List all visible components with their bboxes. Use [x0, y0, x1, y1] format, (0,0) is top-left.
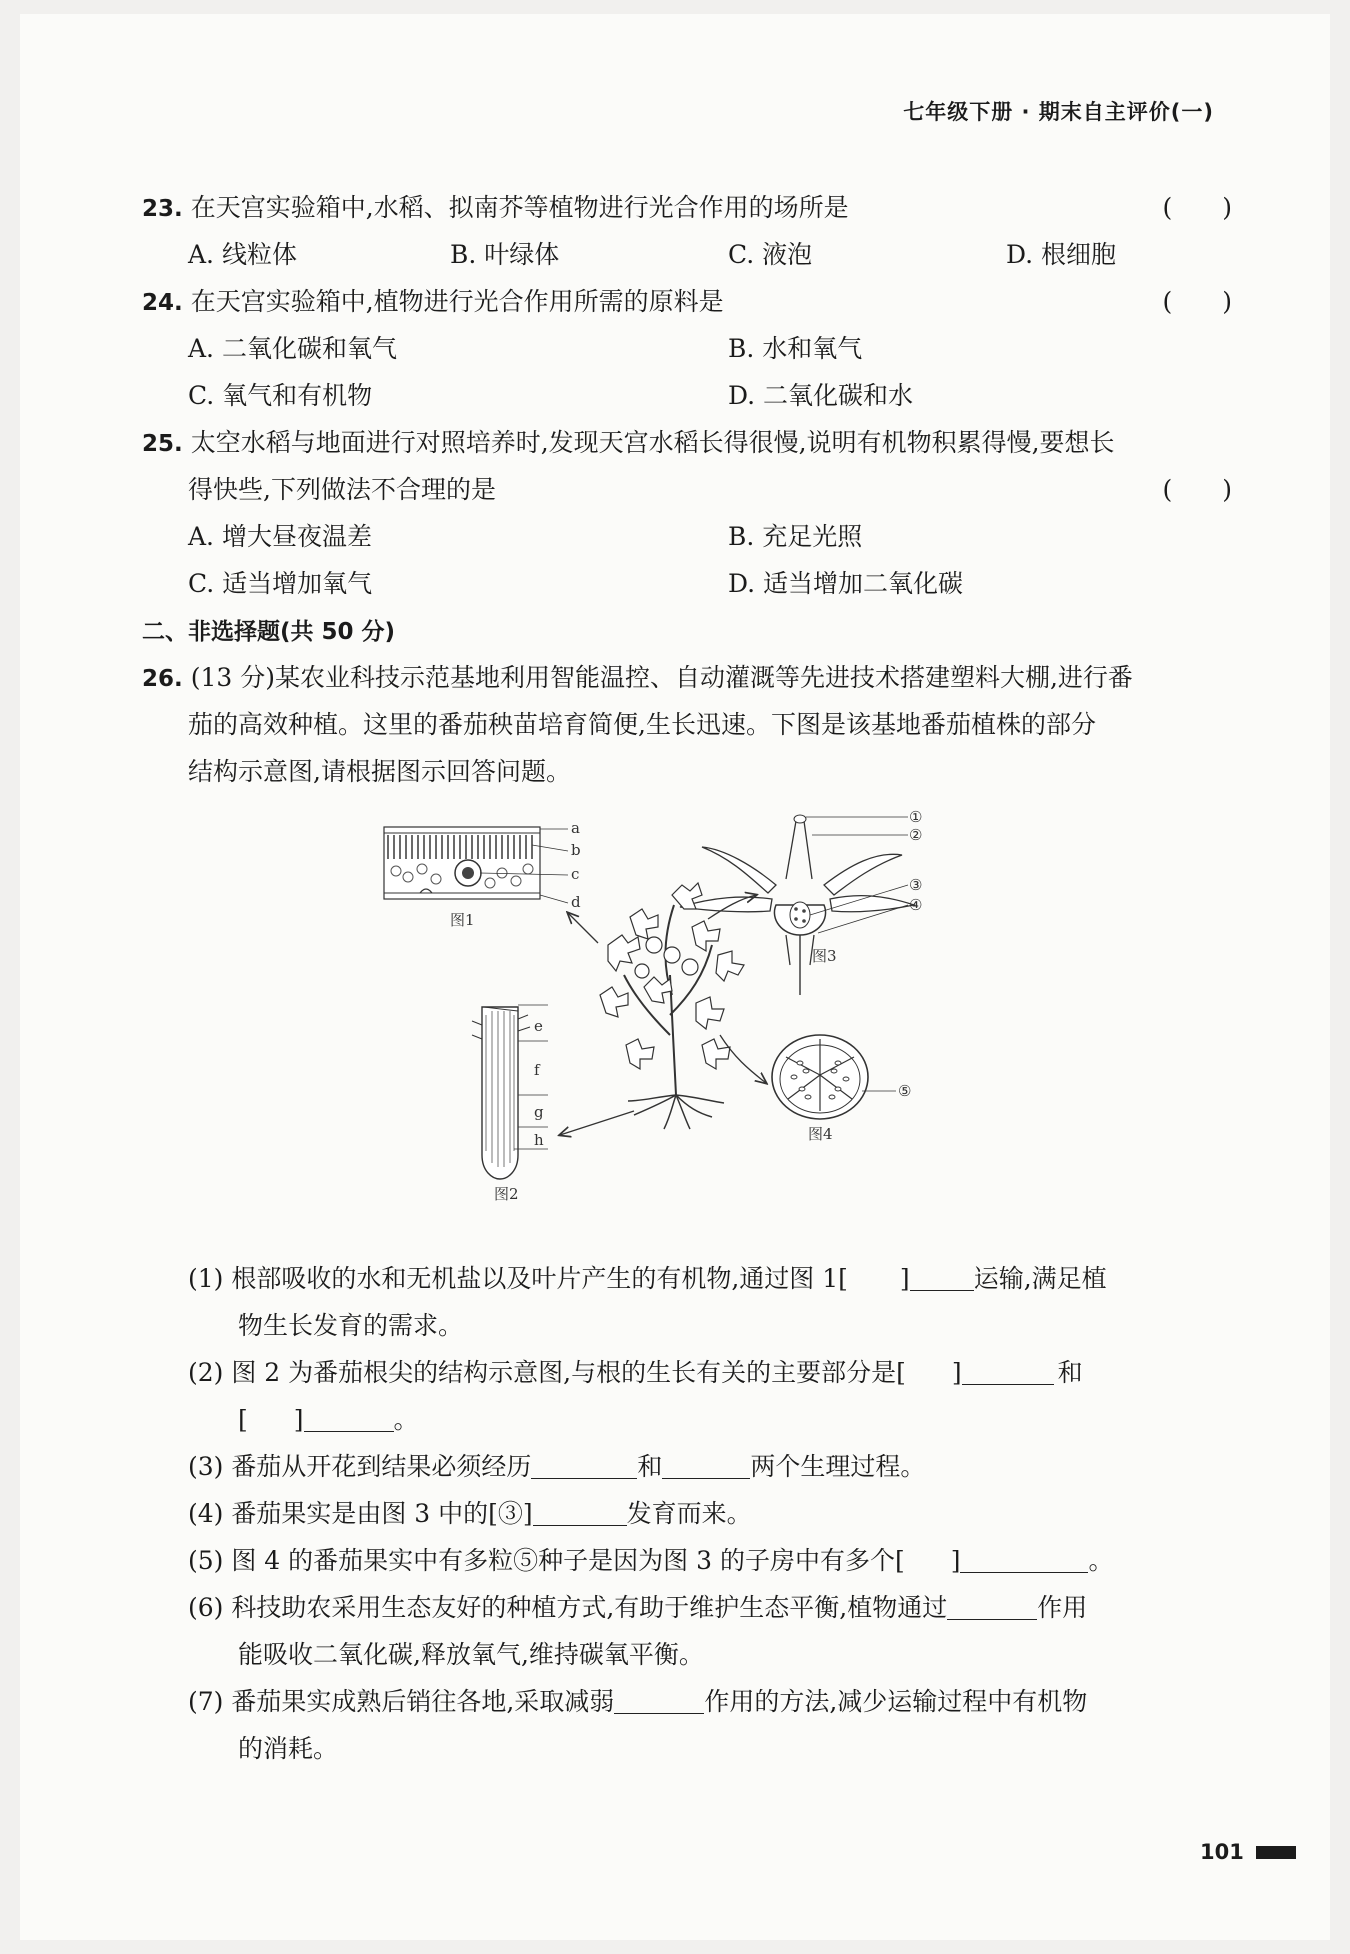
question-text: 茄的高效种植。这里的番茄秧苗培育简便,生长迅速。下图是该基地番茄植株的部分 — [188, 710, 1096, 739]
content — [142, 184, 1234, 1772]
option-a: A. 二氧化碳和氧气 — [188, 334, 397, 363]
tomato-figure — [142, 795, 1234, 1255]
subq-text: 作用的方法,减少运输过程中有机物 — [704, 1687, 1088, 1716]
option-a: A. 线粒体 — [188, 240, 297, 269]
subq-text: 作用 — [1037, 1593, 1088, 1622]
subq-4 — [142, 1490, 1234, 1537]
option-c: C. 适当增加氧气 — [188, 569, 373, 598]
subq-text: (1) 根部吸收的水和无机盐以及叶片产生的有机物,通过图 1[ — [188, 1264, 848, 1293]
leaf-cross-section — [384, 819, 581, 929]
root-tip-diagram — [472, 1005, 548, 1203]
option-d: D. 适当增加二氧化碳 — [728, 569, 964, 598]
subq-text: 发育而来。 — [626, 1499, 752, 1528]
option-c: C. 氧气和有机物 — [188, 381, 373, 410]
tomato-plant-diagram — [372, 795, 992, 1235]
question-25-options-row1 — [142, 513, 1234, 560]
subq-text: ] — [293, 1405, 304, 1434]
subq-7-line-2 — [142, 1725, 1234, 1772]
question-text: 在天宫实验箱中,植物进行光合作用所需的原料是 — [190, 287, 724, 316]
question-24-stem — [142, 278, 1234, 325]
subq-text: 。 — [1088, 1546, 1114, 1575]
subq-text: (4) 番茄果实是由图 3 中的[③] — [188, 1499, 533, 1528]
option-a: A. 增大昼夜温差 — [188, 522, 372, 551]
subq-text: [ — [238, 1405, 248, 1434]
subq-6-line-2 — [142, 1631, 1234, 1678]
option-c: C. 液泡 — [728, 240, 813, 269]
fig1-label-a: a — [571, 819, 580, 837]
question-23-stem — [142, 184, 1234, 231]
option-b: B. 充足光照 — [728, 522, 863, 551]
answer-blank[interactable] — [947, 1589, 1037, 1620]
subq-text: ] — [899, 1264, 910, 1293]
page-number: 101 — [1200, 1840, 1244, 1864]
subq-text: ] — [950, 1546, 961, 1575]
question-text: (13 分)某农业科技示范基地利用智能温控、自动灌溉等先进技术搭建塑料大棚,进行番 — [190, 663, 1133, 692]
answer-paren: ( ) — [1162, 287, 1232, 316]
fig2-label-g: g — [534, 1103, 544, 1121]
fig3-label-4: ④ — [909, 896, 923, 914]
answer-blank[interactable] — [910, 1260, 974, 1291]
subq-text: (5) 图 4 的番茄果实中有多粒⑤种子是因为图 3 的子房中有多个[ — [188, 1546, 905, 1575]
subq-3 — [142, 1443, 1234, 1490]
question-number: 25. — [142, 431, 183, 457]
page-header: 七年级下册 · 期末自主评价(一) — [903, 100, 1214, 124]
tomato-plant — [600, 883, 744, 1129]
subq-text: 和 — [637, 1452, 663, 1481]
option-b: B. 叶绿体 — [450, 240, 560, 269]
fig1-label-d: d — [571, 893, 581, 911]
question-text: 太空水稻与地面进行对照培养时,发现天宫水稻长得很慢,说明有机物积累得慢,要想长 — [190, 428, 1115, 457]
section-title: 二、非选择题(共 50 分) — [142, 619, 396, 645]
question-number: 24. — [142, 290, 183, 316]
question-25-options-row2 — [142, 560, 1234, 607]
question-text: 在天宫实验箱中,水稻、拟南芥等植物进行光合作用的场所是 — [190, 193, 849, 222]
subq-6-line-1 — [142, 1584, 1234, 1631]
arrows — [560, 895, 766, 1135]
question-25-stem-2 — [142, 466, 1234, 513]
fig3-label-2: ② — [909, 826, 923, 844]
fig3-label-3: ③ — [909, 876, 923, 894]
answer-paren: ( ) — [1162, 475, 1232, 504]
fig1-caption: 图1 — [450, 911, 475, 929]
subq-text: 和 — [1057, 1358, 1083, 1387]
question-number: 23. — [142, 196, 183, 222]
subq-text: 。 — [393, 1405, 419, 1434]
subq-text: (6) 科技助农采用生态友好的种植方式,有助于维护生态平衡,植物通过 — [188, 1593, 948, 1622]
question-24-options-row2 — [142, 372, 1234, 419]
section-heading — [142, 607, 1234, 654]
subq-text: (2) 图 2 为番茄根尖的结构示意图,与根的生长有关的主要部分是[ — [188, 1358, 906, 1387]
subq-7-line-1 — [142, 1678, 1234, 1725]
subq-2-line-1 — [142, 1349, 1234, 1396]
answer-blank[interactable] — [662, 1448, 750, 1479]
tomato-fruit-diagram — [772, 1035, 911, 1143]
subq-1-line-2 — [142, 1302, 1234, 1349]
fig2-label-e: e — [534, 1017, 543, 1035]
subq-text: 物生长发育的需求。 — [238, 1311, 464, 1340]
option-d: D. 二氧化碳和水 — [728, 381, 914, 410]
answer-blank[interactable] — [531, 1448, 637, 1479]
subq-text: 运输,满足植 — [973, 1264, 1107, 1293]
subq-text: 的消耗。 — [238, 1734, 339, 1763]
fig4-caption: 图4 — [808, 1125, 833, 1143]
fig3-label-1: ① — [909, 808, 923, 826]
subq-text: (7) 番茄果实成熟后销往各地,采取减弱 — [188, 1687, 615, 1716]
answer-blank[interactable] — [962, 1354, 1054, 1385]
fig1-label-c: c — [571, 865, 580, 883]
fig4-label-5: ⑤ — [898, 1082, 912, 1100]
page — [20, 14, 1330, 1940]
fig2-caption: 图2 — [494, 1185, 519, 1203]
subq-text: ] — [951, 1358, 962, 1387]
answer-blank[interactable] — [304, 1401, 394, 1432]
option-d: D. 根细胞 — [1006, 240, 1117, 269]
subq-1-line-1 — [142, 1255, 1234, 1302]
fig2-label-f: f — [534, 1061, 540, 1079]
option-b: B. 水和氧气 — [728, 334, 863, 363]
answer-blank[interactable] — [533, 1495, 627, 1526]
question-text: 结构示意图,请根据图示回答问题。 — [188, 757, 571, 786]
question-text: 得快些,下列做法不合理的是 — [188, 475, 496, 504]
question-25-stem-1 — [142, 419, 1234, 466]
page-number-bar — [1256, 1846, 1296, 1859]
question-23-options — [142, 231, 1234, 278]
question-26-intro-1 — [142, 654, 1234, 701]
question-26-intro-3 — [142, 748, 1234, 795]
answer-blank[interactable] — [614, 1683, 704, 1714]
question-number: 26. — [142, 666, 183, 692]
subq-5 — [142, 1537, 1234, 1584]
subq-text: (3) 番茄从开花到结果必须经历 — [188, 1452, 532, 1481]
question-24-options-row1 — [142, 325, 1234, 372]
subq-text: 能吸收二氧化碳,释放氧气,维持碳氧平衡。 — [238, 1640, 704, 1669]
subq-text: 两个生理过程。 — [750, 1452, 926, 1481]
fig1-label-b: b — [571, 841, 581, 859]
answer-blank[interactable] — [960, 1542, 1088, 1573]
question-26-intro-2 — [142, 701, 1234, 748]
fig3-caption: 图3 — [812, 947, 837, 965]
answer-paren: ( ) — [1162, 193, 1232, 222]
subq-2-line-2 — [142, 1396, 1234, 1443]
fig2-label-h: h — [534, 1131, 544, 1149]
